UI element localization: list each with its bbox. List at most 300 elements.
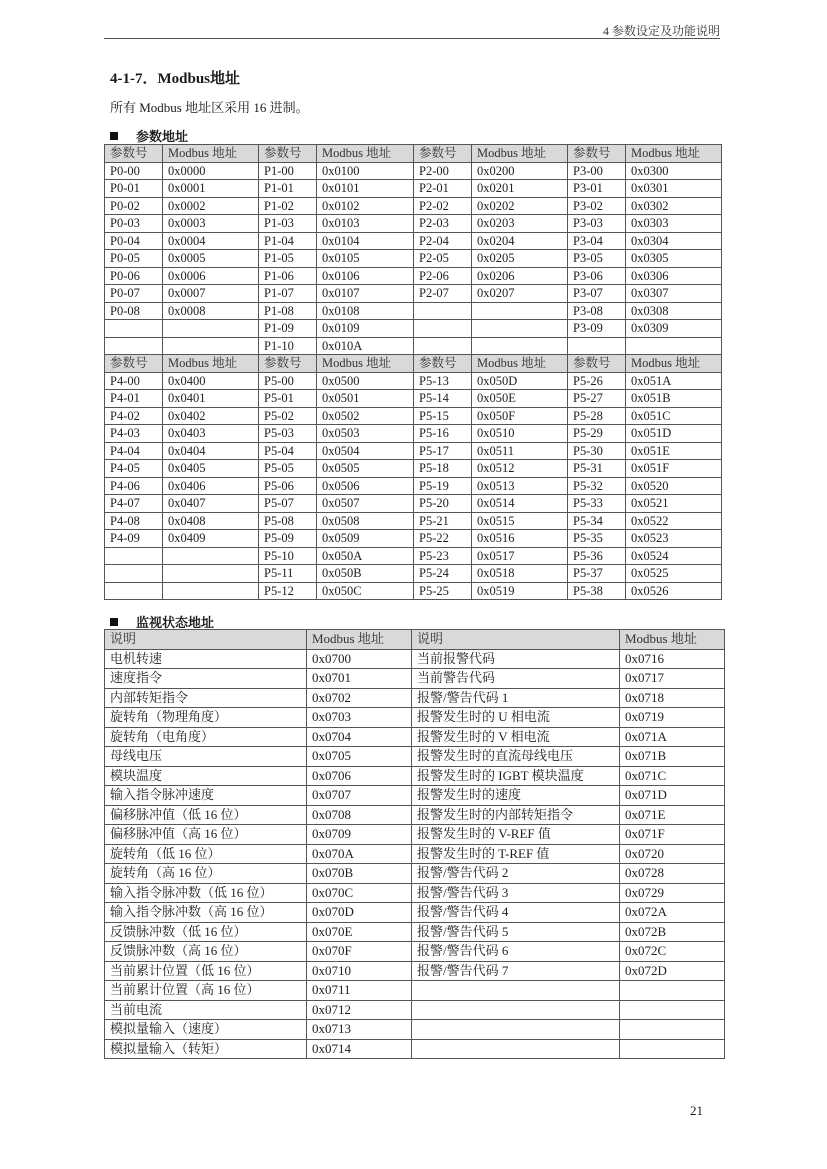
table-cell: P3-08 xyxy=(568,302,626,320)
table-cell: 0x0729 xyxy=(620,883,725,903)
table-cell: P0-05 xyxy=(105,250,163,268)
table-cell: 0x0202 xyxy=(472,197,568,215)
table-cell: P4-02 xyxy=(105,407,163,425)
table-cell: 0x0300 xyxy=(626,162,722,180)
table-cell: P5-25 xyxy=(414,582,472,600)
table-cell: 当前报警代码 xyxy=(412,649,620,669)
table-row xyxy=(105,961,725,981)
table-cell: 0x0402 xyxy=(163,407,259,425)
table-cell: P3-01 xyxy=(568,180,626,198)
table-row xyxy=(105,942,725,962)
table-cell: 0x0509 xyxy=(317,530,414,548)
table-cell: P5-31 xyxy=(568,460,626,478)
header-cell: 参数号 xyxy=(105,145,163,163)
table-cell: 0x0521 xyxy=(626,495,722,513)
table-cell: 0x050C xyxy=(317,582,414,600)
table-cell: 0x050D xyxy=(472,372,568,390)
table-cell: P4-03 xyxy=(105,425,163,443)
table-row xyxy=(105,442,722,460)
table-cell: P5-03 xyxy=(259,425,317,443)
table-cell: 0x071F xyxy=(620,825,725,845)
table-cell: 0x0205 xyxy=(472,250,568,268)
table-cell: 0x071E xyxy=(620,805,725,825)
table-row xyxy=(105,162,722,180)
table-cell: 输入指令脉冲数（低 16 位） xyxy=(105,883,307,903)
table-cell xyxy=(163,565,259,583)
table-row xyxy=(105,883,725,903)
table-cell xyxy=(105,547,163,565)
table-cell: 0x0207 xyxy=(472,285,568,303)
monitor-address-heading-text: 监视状态地址 xyxy=(136,615,215,630)
table-cell: 0x050B xyxy=(317,565,414,583)
table-cell: 0x070F xyxy=(307,942,412,962)
table-cell: 0x072C xyxy=(620,942,725,962)
table-cell xyxy=(105,582,163,600)
header-cell: Modbus 地址 xyxy=(163,355,259,373)
table-cell: P5-04 xyxy=(259,442,317,460)
table-cell: 0x0100 xyxy=(317,162,414,180)
table-cell: 报警发生时的 IGBT 模块温度 xyxy=(412,766,620,786)
param-address-heading xyxy=(110,126,188,145)
header-cell: 参数号 xyxy=(568,145,626,163)
table-row xyxy=(105,320,722,338)
table-cell: 0x0108 xyxy=(317,302,414,320)
table-cell: P4-06 xyxy=(105,477,163,495)
table-row xyxy=(105,407,722,425)
table-cell: P5-10 xyxy=(259,547,317,565)
table-row xyxy=(105,582,722,600)
table-cell xyxy=(620,1000,725,1020)
table-row xyxy=(105,530,722,548)
table-cell: P1-06 xyxy=(259,267,317,285)
table-cell: 旋转角（物理角度） xyxy=(105,708,307,728)
table-cell: 报警发生时的内部转矩指令 xyxy=(412,805,620,825)
table-row xyxy=(105,547,722,565)
table-cell: 0x051D xyxy=(626,425,722,443)
table-cell: 0x0407 xyxy=(163,495,259,513)
table-cell xyxy=(105,337,163,355)
table-cell: 0x050A xyxy=(317,547,414,565)
table-cell: P2-06 xyxy=(414,267,472,285)
table-cell xyxy=(620,1020,725,1040)
table-row xyxy=(105,337,722,355)
table-cell: 0x0502 xyxy=(317,407,414,425)
table-cell: 0x0718 xyxy=(620,688,725,708)
table-cell: 0x0305 xyxy=(626,250,722,268)
table-cell: 0x0728 xyxy=(620,864,725,884)
table-cell: P2-05 xyxy=(414,250,472,268)
table-cell: 0x0107 xyxy=(317,285,414,303)
square-bullet-icon xyxy=(110,618,118,626)
table-cell: P3-03 xyxy=(568,215,626,233)
table-cell: 报警/警告代码 6 xyxy=(412,942,620,962)
table-cell: P5-29 xyxy=(568,425,626,443)
table-cell: 0x0006 xyxy=(163,267,259,285)
table-cell: 0x0409 xyxy=(163,530,259,548)
table-cell: P2-01 xyxy=(414,180,472,198)
table-row xyxy=(105,460,722,478)
table-cell: 0x0513 xyxy=(472,477,568,495)
table-cell: P0-04 xyxy=(105,232,163,250)
table-cell: 0x0404 xyxy=(163,442,259,460)
table-cell: 报警发生时的 V 相电流 xyxy=(412,727,620,747)
header-cell: Modbus 地址 xyxy=(472,145,568,163)
table-row xyxy=(105,981,725,1001)
table-cell: 0x0512 xyxy=(472,460,568,478)
table-cell: 0x0712 xyxy=(307,1000,412,1020)
table-row xyxy=(105,477,722,495)
table-cell: P2-02 xyxy=(414,197,472,215)
table-cell: 0x0008 xyxy=(163,302,259,320)
table-row xyxy=(105,1000,725,1020)
table-cell: 报警/警告代码 3 xyxy=(412,883,620,903)
table-cell: 0x071A xyxy=(620,727,725,747)
header-cell: 参数号 xyxy=(568,355,626,373)
table-cell: 0x0710 xyxy=(307,961,412,981)
table-cell: P5-17 xyxy=(414,442,472,460)
table-cell: 0x0709 xyxy=(307,825,412,845)
header-cell: Modbus 地址 xyxy=(472,355,568,373)
table-row xyxy=(105,922,725,942)
table-cell: P5-30 xyxy=(568,442,626,460)
table-cell: 报警发生时的 T-REF 值 xyxy=(412,844,620,864)
table-cell: P5-20 xyxy=(414,495,472,513)
table-cell: 0x0503 xyxy=(317,425,414,443)
table-cell: 0x0703 xyxy=(307,708,412,728)
table-cell: 0x0109 xyxy=(317,320,414,338)
table-row xyxy=(105,215,722,233)
table-cell: P5-33 xyxy=(568,495,626,513)
table-cell xyxy=(412,1039,620,1059)
table-cell: 0x0524 xyxy=(626,547,722,565)
table-cell: 0x071B xyxy=(620,747,725,767)
table-cell: P4-08 xyxy=(105,512,163,530)
table-cell: P5-37 xyxy=(568,565,626,583)
table-cell: 0x070E xyxy=(307,922,412,942)
table-cell: 0x0714 xyxy=(307,1039,412,1059)
table-cell: 0x0102 xyxy=(317,197,414,215)
table-cell: 0x0403 xyxy=(163,425,259,443)
table-cell: 0x072B xyxy=(620,922,725,942)
table-cell: 0x0105 xyxy=(317,250,414,268)
table-cell: P4-01 xyxy=(105,390,163,408)
table-cell: 0x051C xyxy=(626,407,722,425)
running-header: 4 参数设定及功能说明 xyxy=(602,24,720,38)
table-cell: 旋转角（高 16 位） xyxy=(105,864,307,884)
table-cell: 0x0507 xyxy=(317,495,414,513)
table-cell: P4-05 xyxy=(105,460,163,478)
table-cell xyxy=(414,302,472,320)
table-cell: 0x0203 xyxy=(472,215,568,233)
table-cell: P0-08 xyxy=(105,302,163,320)
table-cell: P5-16 xyxy=(414,425,472,443)
square-bullet-icon xyxy=(110,132,118,140)
table-cell: P5-26 xyxy=(568,372,626,390)
table-cell: 0x0401 xyxy=(163,390,259,408)
table-cell xyxy=(620,1039,725,1059)
table-cell: 0x070B xyxy=(307,864,412,884)
header-cell: 参数号 xyxy=(259,355,317,373)
param-address-heading-text: 参数地址 xyxy=(136,129,189,144)
table-cell: 0x051B xyxy=(626,390,722,408)
table-cell: 当前累计位置（高 16 位） xyxy=(105,981,307,1001)
table-cell: P2-00 xyxy=(414,162,472,180)
table-cell: P3-09 xyxy=(568,320,626,338)
table-cell xyxy=(412,1020,620,1040)
table-cell: P2-07 xyxy=(414,285,472,303)
header-cell: Modbus 地址 xyxy=(317,355,414,373)
table-row xyxy=(105,197,722,215)
table-cell xyxy=(472,320,568,338)
header-cell: Modbus 地址 xyxy=(626,355,722,373)
table-cell: P5-34 xyxy=(568,512,626,530)
table-cell: 0x0708 xyxy=(307,805,412,825)
table-cell: 0x050F xyxy=(472,407,568,425)
table-cell: 0x0520 xyxy=(626,477,722,495)
table-row xyxy=(105,267,722,285)
table-cell xyxy=(105,320,163,338)
table-cell: 0x0500 xyxy=(317,372,414,390)
table-cell: 旋转角（电角度） xyxy=(105,727,307,747)
table-row xyxy=(105,180,722,198)
table-cell: 模块温度 xyxy=(105,766,307,786)
header-cell: 说明 xyxy=(412,630,620,650)
table-cell: P3-02 xyxy=(568,197,626,215)
header-cell: 参数号 xyxy=(414,355,472,373)
table-cell: 0x0408 xyxy=(163,512,259,530)
table-cell: 0x051E xyxy=(626,442,722,460)
table-row xyxy=(105,495,722,513)
table-cell: 0x072D xyxy=(620,961,725,981)
table-cell: 0x0004 xyxy=(163,232,259,250)
table-cell: P5-00 xyxy=(259,372,317,390)
table-cell: 0x0701 xyxy=(307,669,412,689)
table-cell: 内部转矩指令 xyxy=(105,688,307,708)
table-cell: P5-02 xyxy=(259,407,317,425)
table-cell xyxy=(568,337,626,355)
table-row xyxy=(105,825,725,845)
table-row xyxy=(105,250,722,268)
table-cell: P2-03 xyxy=(414,215,472,233)
table-cell: 0x0523 xyxy=(626,530,722,548)
table-cell: P4-00 xyxy=(105,372,163,390)
table-cell: P5-11 xyxy=(259,565,317,583)
table-cell: 模拟量输入（转矩） xyxy=(105,1039,307,1059)
table-cell: P1-03 xyxy=(259,215,317,233)
table-cell: P0-06 xyxy=(105,267,163,285)
table-cell: 0x0005 xyxy=(163,250,259,268)
table-row xyxy=(105,708,725,728)
page-number: 21 xyxy=(690,1103,703,1118)
header-cell: Modbus 地址 xyxy=(626,145,722,163)
table-cell: 偏移脉冲值（高 16 位） xyxy=(105,825,307,845)
table-cell: P1-09 xyxy=(259,320,317,338)
header-rule xyxy=(104,38,720,39)
table-cell: 0x0522 xyxy=(626,512,722,530)
table-cell: 速度指令 xyxy=(105,669,307,689)
table-cell: 0x0307 xyxy=(626,285,722,303)
table-cell: P5-13 xyxy=(414,372,472,390)
table-cell: P4-04 xyxy=(105,442,163,460)
monitor-address-table xyxy=(104,629,725,1059)
table-row xyxy=(105,1039,725,1059)
table-cell: P5-22 xyxy=(414,530,472,548)
table-row xyxy=(105,766,725,786)
table-cell: 0x071D xyxy=(620,786,725,806)
header-cell: Modbus 地址 xyxy=(163,145,259,163)
table-row xyxy=(105,425,722,443)
table-cell xyxy=(626,337,722,355)
table-cell: 0x0501 xyxy=(317,390,414,408)
table-cell: 0x0700 xyxy=(307,649,412,669)
table-cell: P5-08 xyxy=(259,512,317,530)
table-cell: 0x0510 xyxy=(472,425,568,443)
table-cell: 输入指令脉冲速度 xyxy=(105,786,307,806)
table-cell: P2-04 xyxy=(414,232,472,250)
table-cell: 0x0308 xyxy=(626,302,722,320)
table-cell: P5-01 xyxy=(259,390,317,408)
table-cell: P5-14 xyxy=(414,390,472,408)
header-cell: Modbus 地址 xyxy=(307,630,412,650)
table-cell: 0x050E xyxy=(472,390,568,408)
table-cell: 0x0515 xyxy=(472,512,568,530)
table-cell: P0-00 xyxy=(105,162,163,180)
table-cell: 0x0706 xyxy=(307,766,412,786)
header-cell: Modbus 地址 xyxy=(317,145,414,163)
table-cell: 0x0504 xyxy=(317,442,414,460)
table-cell: 0x071C xyxy=(620,766,725,786)
table-cell: 0x0400 xyxy=(163,372,259,390)
table-cell: 反馈脉冲数（低 16 位） xyxy=(105,922,307,942)
table-cell xyxy=(163,582,259,600)
table-cell: 0x0717 xyxy=(620,669,725,689)
table-cell: 报警/警告代码 7 xyxy=(412,961,620,981)
table-cell: 报警/警告代码 2 xyxy=(412,864,620,884)
table-cell: 0x0525 xyxy=(626,565,722,583)
table-cell: P3-00 xyxy=(568,162,626,180)
table-cell: P3-07 xyxy=(568,285,626,303)
table-cell: P5-18 xyxy=(414,460,472,478)
table-cell: 0x0303 xyxy=(626,215,722,233)
table-cell: 输入指令脉冲数（高 16 位） xyxy=(105,903,307,923)
table-cell: 0x051F xyxy=(626,460,722,478)
table-cell: P5-06 xyxy=(259,477,317,495)
table-cell: P1-01 xyxy=(259,180,317,198)
table-cell: P5-23 xyxy=(414,547,472,565)
table-cell: 0x0506 xyxy=(317,477,414,495)
table-cell xyxy=(472,302,568,320)
header-cell: Modbus 地址 xyxy=(620,630,725,650)
table-cell xyxy=(414,337,472,355)
table-cell: 0x0716 xyxy=(620,649,725,669)
table-cell: 0x070C xyxy=(307,883,412,903)
table-cell: 0x0516 xyxy=(472,530,568,548)
table-row xyxy=(105,903,725,923)
table-cell: P5-15 xyxy=(414,407,472,425)
table-cell: P5-09 xyxy=(259,530,317,548)
header-cell: 说明 xyxy=(105,630,307,650)
table-cell: 0x0704 xyxy=(307,727,412,747)
table-cell: 0x0309 xyxy=(626,320,722,338)
table-cell xyxy=(414,320,472,338)
table-cell: 旋转角（低 16 位） xyxy=(105,844,307,864)
table-cell xyxy=(163,320,259,338)
table-row xyxy=(105,285,722,303)
table-cell: 0x0000 xyxy=(163,162,259,180)
table-cell: P1-04 xyxy=(259,232,317,250)
table-cell: P0-02 xyxy=(105,197,163,215)
table-cell: 0x0702 xyxy=(307,688,412,708)
table-cell: P5-07 xyxy=(259,495,317,513)
table-cell xyxy=(163,337,259,355)
table-cell: P0-03 xyxy=(105,215,163,233)
table-cell: P4-09 xyxy=(105,530,163,548)
table-cell xyxy=(412,1000,620,1020)
table-cell: 0x0007 xyxy=(163,285,259,303)
table-cell: 0x0517 xyxy=(472,547,568,565)
table-cell: 0x0003 xyxy=(163,215,259,233)
table-cell xyxy=(163,547,259,565)
table-cell: 0x070D xyxy=(307,903,412,923)
table-cell: 0x0406 xyxy=(163,477,259,495)
table-row xyxy=(105,844,725,864)
header-cell: 参数号 xyxy=(259,145,317,163)
table-header-row xyxy=(105,355,722,373)
table-cell: 电机转速 xyxy=(105,649,307,669)
table-cell: P5-35 xyxy=(568,530,626,548)
table-row xyxy=(105,232,722,250)
table-cell: 0x0511 xyxy=(472,442,568,460)
header-cell: 参数号 xyxy=(414,145,472,163)
table-cell: 0x0201 xyxy=(472,180,568,198)
table-cell: 0x0518 xyxy=(472,565,568,583)
table-cell xyxy=(105,565,163,583)
table-cell: 0x070A xyxy=(307,844,412,864)
table-cell: 0x0200 xyxy=(472,162,568,180)
table-cell: 0x0711 xyxy=(307,981,412,1001)
table-cell xyxy=(472,337,568,355)
table-row xyxy=(105,688,725,708)
table-cell: 报警发生时的 U 相电流 xyxy=(412,708,620,728)
table-cell: 0x0101 xyxy=(317,180,414,198)
table-cell: 报警发生时的速度 xyxy=(412,786,620,806)
table-cell: 0x0106 xyxy=(317,267,414,285)
table-cell: 偏移脉冲值（低 16 位） xyxy=(105,805,307,825)
table-cell: 0x072A xyxy=(620,903,725,923)
table-cell: P5-38 xyxy=(568,582,626,600)
table-cell: P5-28 xyxy=(568,407,626,425)
table-cell: P3-05 xyxy=(568,250,626,268)
table-cell: 0x0713 xyxy=(307,1020,412,1040)
table-cell: 0x0204 xyxy=(472,232,568,250)
table-row xyxy=(105,727,725,747)
table-cell: P5-36 xyxy=(568,547,626,565)
table-cell: 0x0306 xyxy=(626,267,722,285)
table-header-row xyxy=(105,630,725,650)
table-cell: P3-04 xyxy=(568,232,626,250)
table-cell: 报警/警告代码 4 xyxy=(412,903,620,923)
param-address-table xyxy=(104,144,722,600)
table-row xyxy=(105,649,725,669)
table-cell: 0x0720 xyxy=(620,844,725,864)
table-cell: 母线电压 xyxy=(105,747,307,767)
table-row xyxy=(105,669,725,689)
table-cell: P3-06 xyxy=(568,267,626,285)
table-row xyxy=(105,805,725,825)
table-cell: 0x0719 xyxy=(620,708,725,728)
header-cell: 参数号 xyxy=(105,355,163,373)
table-cell: P0-01 xyxy=(105,180,163,198)
